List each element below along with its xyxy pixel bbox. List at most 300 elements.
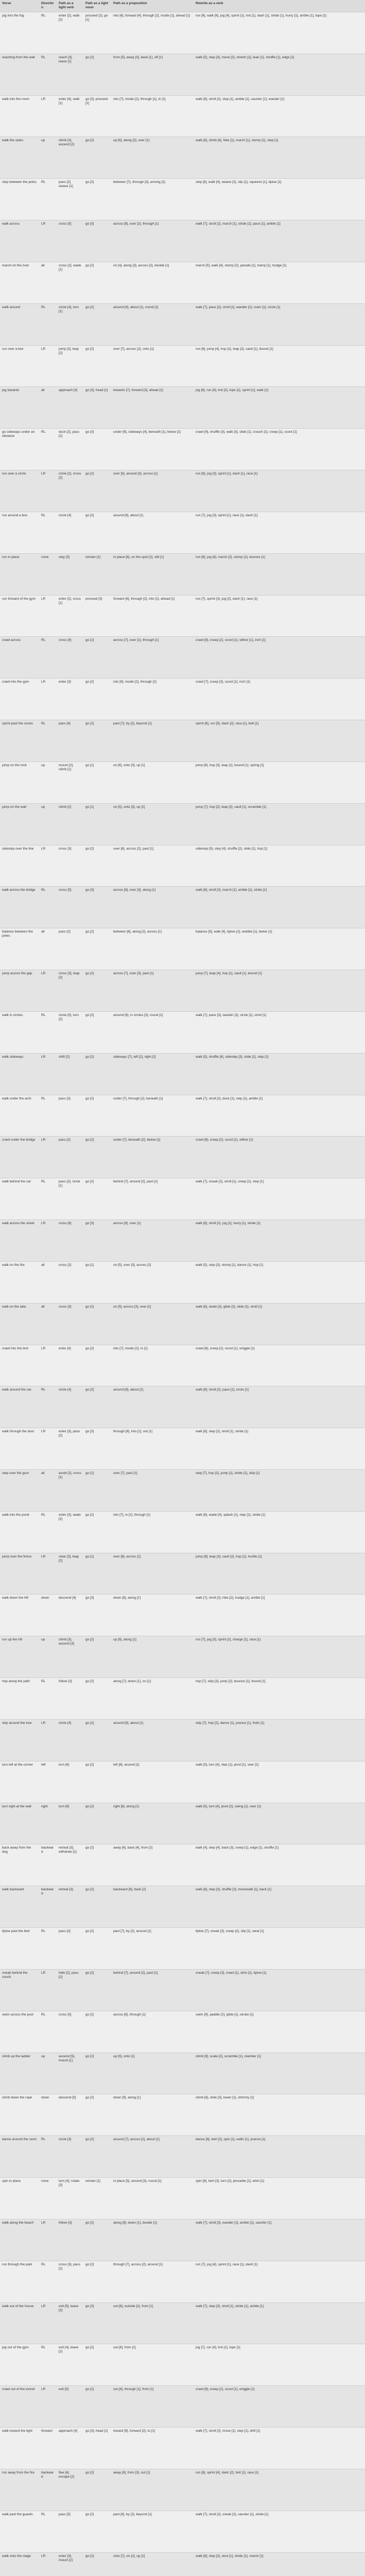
cell-preposition: toward [8], forward [2], to [1] xyxy=(113,2429,155,2433)
cell-light-verb: mount [2], climb [1] xyxy=(59,763,74,771)
cell-light-verb: climb [3], ascend [2] xyxy=(59,139,74,147)
cell-verse: swim across the pool xyxy=(2,2012,33,2016)
cell-verse: walk across the street xyxy=(2,1222,34,1226)
cell-verse: run forward of the gym xyxy=(2,597,36,601)
cell-verse: reaching from the wall xyxy=(2,55,35,59)
table-row xyxy=(0,679,365,720)
table-row xyxy=(0,1095,365,1137)
cell-direction: LR xyxy=(41,1138,46,1142)
cell-light-noun: go [3], proceed [1] xyxy=(85,97,108,105)
cell-light-verb: pass [2], weave [1] xyxy=(59,180,73,189)
cell-rewrite: walk [8], step [2], stroll [1], stride [1] xyxy=(196,1430,248,1434)
table-body xyxy=(0,12,365,2576)
cell-light-noun: go [2] xyxy=(85,680,94,684)
cell-verse: walk on the lake xyxy=(2,1304,26,1309)
cell-light-noun: go [2] xyxy=(85,1180,94,1184)
cell-light-verb: circle [4] xyxy=(59,1721,72,1725)
cell-preposition: on [4], along [3], across [2], beside [1] xyxy=(113,263,169,267)
table-row xyxy=(0,137,365,179)
table-row xyxy=(0,1262,365,1303)
cell-preposition: away [8], from [3], out [1] xyxy=(113,2470,150,2475)
cell-light-verb: pass [3] xyxy=(59,1096,71,1100)
cell-light-verb: duck [2], pass [2] xyxy=(59,430,80,438)
cell-light-noun: go [1] xyxy=(85,1554,94,1558)
cell-light-noun: go [2] xyxy=(85,1013,94,1017)
cell-light-noun: go [2] xyxy=(85,2470,94,2475)
cell-verse: climb up the ladder xyxy=(2,2054,30,2058)
cell-light-verb: turn [6] xyxy=(59,1804,69,1808)
table-row xyxy=(0,1928,365,1970)
cell-light-noun: go [2] xyxy=(85,513,94,517)
cell-preposition: up [8], along [1] xyxy=(113,1638,136,1642)
cell-light-verb: cross [5] xyxy=(59,888,72,892)
cell-rewrite: dance [8], twirl [2], spin [1], waltz [1], prance [1] xyxy=(196,2138,266,2142)
cell-direction: RL xyxy=(41,513,46,517)
cell-light-noun: go [3], head [1] xyxy=(85,2429,108,2433)
cell-direction: LR xyxy=(41,2387,46,2392)
cell-light-verb: circle [4], turn [1] xyxy=(59,305,79,313)
cell-rewrite: walk [8], stroll [2], pace [1], circle [1] xyxy=(196,1388,249,1392)
cell-light-verb: enter [3] xyxy=(59,680,71,684)
cell-light-noun: remain [1] xyxy=(85,2179,100,2183)
cell-light-verb: pass [2] xyxy=(59,1138,71,1142)
cell-light-verb: turn [4], rotate [3] xyxy=(59,2179,80,2188)
cell-light-verb: enter [4], walk [1] xyxy=(59,97,80,105)
cell-verse: walk across xyxy=(2,222,20,226)
cell-rewrite: step [7], hop [2], jump [1], stride [1], skip [1] xyxy=(196,1471,260,1475)
cell-direction: none xyxy=(41,555,49,559)
cell-rewrite: walk [7], sneak [2], stroll [1], creep [1], step [1] xyxy=(196,1180,264,1184)
cell-light-noun: go [2] xyxy=(85,2012,94,2016)
cell-light-noun: go [3] xyxy=(85,222,94,226)
cell-light-verb: descend [4] xyxy=(59,1596,76,1600)
cell-light-verb: climb [3], ascend [3] xyxy=(59,1638,74,1646)
cell-verse: jog into the fog xyxy=(2,14,24,18)
table-row xyxy=(0,2553,365,2576)
cell-verse: sprint past the cones xyxy=(2,722,33,726)
cell-rewrite: crawl [8], creep [2], scoot [1], slither [1], inch [1] xyxy=(196,638,266,642)
cell-preposition: under [7], through [2], beneath [1] xyxy=(113,1096,163,1100)
cell-preposition: onto [7], on [2], up [1] xyxy=(113,2554,145,2558)
cell-preposition: under [6], sideways [4], beneath [1], below [1] xyxy=(113,430,181,434)
cell-light-verb: approach [3] xyxy=(59,388,78,393)
cell-preposition: on [5], onto [3], up [2] xyxy=(113,805,145,809)
cell-rewrite: sneak [7], creep [3], crawl [1], slink [1], tiptoe [1] xyxy=(196,1971,267,1975)
cell-rewrite: walk [7], stroll [2], duck [1], step [1], amble [1] xyxy=(196,1096,263,1100)
cell-light-verb: follow [3] xyxy=(59,2221,72,2225)
table-row xyxy=(0,387,365,429)
table-row xyxy=(0,637,365,679)
cell-rewrite: walk [6], climb [4], hike [1], march [1], stomp [1], step [1] xyxy=(196,139,279,143)
table-row xyxy=(0,1720,365,1761)
cell-light-verb: hide [2], pass [2] xyxy=(59,1971,79,1979)
cell-verse: turn left at the corner xyxy=(2,1762,33,1767)
cell-preposition: along [8], down [1], beside [1] xyxy=(113,2221,157,2225)
cell-preposition: right [8], along [1] xyxy=(113,1804,140,1808)
cell-direction: LR xyxy=(41,1222,46,1226)
table-row xyxy=(0,96,365,138)
table-row xyxy=(0,1054,365,1095)
cell-rewrite: run [8], sprint [4], dash [2], bolt [1], race [1] xyxy=(196,2470,259,2475)
cell-direction: LR xyxy=(41,1055,46,1059)
cell-direction: LR xyxy=(41,1554,46,1558)
cell-verse: run over a circle xyxy=(2,472,26,476)
cell-light-noun: go [2] xyxy=(85,1804,94,1808)
table-row xyxy=(0,2136,365,2178)
cell-direction: RL xyxy=(41,2512,46,2516)
cell-preposition: left [8], around [1] xyxy=(113,1762,140,1767)
cell-rewrite: crawl [8], creep [2], scoot [1], wriggle [1] xyxy=(196,1346,255,1350)
cell-rewrite: tiptoe [7], sneak [3], creep [2], slip [1], steal [1] xyxy=(196,1929,264,1934)
cell-light-verb: cross [3], pass [2] xyxy=(59,2262,80,2270)
cell-rewrite: walk [6], wade [4], splash [1], step [1], stride [1] xyxy=(196,1513,266,1517)
table-row xyxy=(0,1012,365,1054)
cell-direction: RL xyxy=(41,305,46,309)
cell-rewrite: run [6], jog [3], sprint [1], dash [1], race [1] xyxy=(196,472,258,476)
cell-direction: RL xyxy=(41,2346,46,2350)
cell-verse: sidestep over the line xyxy=(2,846,34,851)
cell-light-verb: exit [4], leave [2] xyxy=(59,2346,79,2354)
cell-light-verb: enter [3], wade [2] xyxy=(59,1513,81,1521)
cell-light-noun: go [2] xyxy=(85,1888,94,1892)
cell-light-verb: circle [3] xyxy=(59,2138,72,2142)
cell-verse: sneak behind the couch xyxy=(2,1971,28,1979)
table-row xyxy=(0,1844,365,1886)
cell-rewrite: run [7], jog [3], sprint [2], charge [1], race [1] xyxy=(196,1638,261,1642)
cell-verse: crawl out of the tunnel xyxy=(2,2387,35,2392)
cell-light-noun: go [2] xyxy=(85,2554,94,2558)
cell-light-noun: go [2] xyxy=(85,1971,94,1975)
cell-rewrite: walk [7], stroll [2], move [1], step [1], drift [1] xyxy=(196,2429,260,2433)
cell-light-noun: proceed [2], go [1] xyxy=(85,14,108,22)
table-row xyxy=(0,346,365,387)
table-row xyxy=(0,1428,365,1470)
cell-light-verb: circle [4] xyxy=(59,513,72,517)
cell-preposition: into [7], in [2], through [1] xyxy=(113,1513,150,1517)
table-row xyxy=(0,221,365,262)
cell-rewrite: walk [6], step [3], shuffle [2], moonwalk [1], back [1] xyxy=(196,1888,271,1892)
cell-preposition: under [7], beneath [2], below [1] xyxy=(113,1138,161,1142)
cell-light-noun: go [2] xyxy=(85,722,94,726)
cell-preposition: on [5], over [3], across [2] xyxy=(113,1263,151,1267)
cell-light-noun: go [2] xyxy=(85,2054,94,2058)
cell-rewrite: walk [5], turn [4], step [1], pivot [1], veer [1] xyxy=(196,1762,259,1767)
cell-light-verb: enter [4] xyxy=(59,1346,71,1350)
cell-light-verb: exit [5] xyxy=(59,2387,69,2392)
cell-verse: jog out of the gym xyxy=(2,2346,29,2350)
cell-preposition: on [6], onto [3], up [1] xyxy=(113,763,145,767)
cell-verse: jump across the gap xyxy=(2,972,32,976)
cell-light-verb: enter [3], mount [2] xyxy=(59,2554,73,2562)
cell-verse: walk through the door xyxy=(2,1430,34,1434)
table-row xyxy=(0,2511,365,2553)
table-row xyxy=(0,1220,365,1262)
cell-light-noun: go [3] xyxy=(85,888,94,892)
table-row xyxy=(0,1636,365,1678)
table-row xyxy=(0,2219,365,2261)
cell-verse: climb down the rope xyxy=(2,2096,32,2100)
cell-direction: LR xyxy=(41,97,46,101)
cell-light-verb: enter [2], cross [1] xyxy=(59,597,81,605)
cell-light-verb: pass [2] xyxy=(59,930,71,934)
cell-direction: RL xyxy=(41,430,46,434)
cell-light-noun: go [3] xyxy=(85,1222,94,1226)
cell-light-noun: go [2] xyxy=(85,2262,94,2266)
cell-light-verb: cross [5] xyxy=(59,222,72,226)
cell-preposition: on [5], across [3], over [1] xyxy=(113,1304,151,1309)
cell-verse: tiptoe past the bed xyxy=(2,1929,30,1934)
cell-light-verb: circle [5], turn [2] xyxy=(59,1013,79,1021)
cell-verse: skip around the tree xyxy=(2,1721,32,1725)
cell-light-noun: go [2] xyxy=(85,1638,94,1642)
cell-direction: up xyxy=(41,763,45,767)
cell-direction: RL xyxy=(41,2012,46,2016)
cell-preposition: over [8], across [1] xyxy=(113,1554,141,1558)
table-row xyxy=(0,2386,365,2428)
cell-verse: walk on the fire xyxy=(2,1263,25,1267)
cell-rewrite: walk [7], pace [3], wander [2], circle [1], stroll [1] xyxy=(196,1013,266,1017)
table-row xyxy=(0,887,365,928)
cell-direction: all xyxy=(41,1304,45,1309)
table-row xyxy=(0,970,365,1012)
cell-verse: jump on the rock xyxy=(2,763,27,767)
table-row xyxy=(0,512,365,554)
cell-light-noun: go [2] xyxy=(85,2346,94,2350)
table-row xyxy=(0,179,365,221)
cell-light-noun: go [2] xyxy=(85,2096,94,2100)
cell-light-noun: go [2] xyxy=(85,1846,94,1850)
cell-light-verb: cross [3], leap [2] xyxy=(59,972,80,980)
cell-light-noun: go [2] xyxy=(85,2512,94,2516)
cell-direction: LR xyxy=(41,2304,46,2308)
cell-rewrite: walk [5], step [3], move [2], stretch [2], lean [1], shuffle [1], edge [1] xyxy=(196,55,294,59)
cell-rewrite: hop [7], skip [3], jump [2], bounce [1], bound [1] xyxy=(196,1680,266,1684)
cell-verse: walk in circles xyxy=(2,1013,23,1017)
cell-preposition: from [5], away [3], back [1], off [1] xyxy=(113,55,163,59)
table-header-row xyxy=(0,0,365,12)
cell-rewrite: walk [8], step [2], strut [1], stride [1], march [1] xyxy=(196,2554,264,2558)
cell-light-noun: go [2] xyxy=(85,1138,94,1142)
cell-light-verb: cross [3] xyxy=(59,846,72,851)
table-row xyxy=(0,596,365,637)
cell-verse: crawl across xyxy=(2,638,21,642)
cell-light-verb: ascend [5], mount [1] xyxy=(59,2054,75,2062)
cell-rewrite: walk [7], stroll [3], wander [1], amble [1], saunter [1] xyxy=(196,2221,272,2225)
cell-light-noun: go [1] xyxy=(85,1263,94,1267)
cell-rewrite: swim [9], paddle [2], glide [1], stroke [1] xyxy=(196,2012,254,2016)
cell-verse: walk the stairs xyxy=(2,139,24,143)
cell-direction: up xyxy=(41,805,45,809)
cell-light-verb: cross [6] xyxy=(59,1222,72,1226)
cell-light-verb: turn [6] xyxy=(59,1762,69,1767)
table-row xyxy=(0,2303,365,2345)
cell-preposition: across [8], over [2], through [1] xyxy=(113,222,159,226)
cell-preposition: out [8], from [1] xyxy=(113,2346,136,2350)
cell-light-verb: stay [3] xyxy=(59,555,69,559)
cell-preposition: behind [7], around [2], past [1] xyxy=(113,1971,158,1975)
cell-rewrite: climb [9], scale [2], scramble [1], clamber [1] xyxy=(196,2054,261,2058)
cell-rewrite: jump [8], leap [3], vault [2], hop [1], hurdle [1] xyxy=(196,1554,262,1558)
cell-light-noun: go [2] xyxy=(85,1304,94,1309)
cell-light-verb: flee [4], escape [2] xyxy=(59,2470,74,2479)
cell-light-verb: follow [3] xyxy=(59,1680,72,1684)
cell-verse: go sideways under an obstacle xyxy=(2,430,35,438)
cell-verse: walk into the room xyxy=(2,97,29,101)
cell-light-noun: go [2] xyxy=(85,1096,94,1100)
cell-rewrite: crawl [8], creep [2], scoot [1], slither [1] xyxy=(196,1138,253,1142)
cell-verse: hop along the path xyxy=(2,1680,30,1684)
cell-rewrite: walk [8], stroll [2], step [1], amble [1], saunter [1], wander [1] xyxy=(196,97,284,101)
cell-direction: LR xyxy=(41,222,46,226)
cell-verse: step between the poles xyxy=(2,180,37,184)
cell-light-verb: avoid [2], cross [1] xyxy=(59,1471,81,1479)
cell-preposition: across [8], over [3], along [1] xyxy=(113,888,156,892)
cell-rewrite: jog [6], run [4], trot [2], lope [1], sprint [1], walk [1] xyxy=(196,388,268,393)
cell-direction: LR xyxy=(41,680,46,684)
cell-light-verb: pass [4] xyxy=(59,722,71,726)
cell-preposition: between [6], along [2], across [1] xyxy=(113,930,162,934)
cell-direction: down xyxy=(41,2096,49,2100)
cell-light-verb: circle [4] xyxy=(59,1388,72,1392)
cell-direction: RL xyxy=(41,1180,46,1184)
cell-light-noun: go [2] xyxy=(85,1929,94,1934)
cell-verse: run in place xyxy=(2,555,20,559)
table-row xyxy=(0,1345,365,1387)
cell-light-verb: enter [3], pass [2] xyxy=(59,1430,80,1438)
cell-preposition: through [7], across [2], around [1] xyxy=(113,2262,163,2266)
column-header-verse: Verse xyxy=(2,2,11,5)
cell-preposition: up [9], onto [1] xyxy=(113,2054,135,2058)
cell-preposition: around [7], across [2], about [1] xyxy=(113,2138,160,2142)
cell-light-noun: go [2] xyxy=(85,972,94,976)
cell-rewrite: jog [7], run [4], trot [1], lope [1] xyxy=(196,2346,240,2350)
cell-preposition: into [7], inside [2], in [1] xyxy=(113,1346,148,1350)
table-row xyxy=(0,928,365,970)
column-header-light-noun: Path as a light noun xyxy=(85,2,109,9)
table-row xyxy=(0,2011,365,2053)
cell-light-noun: go [3] xyxy=(85,2304,94,2308)
table-row xyxy=(0,804,365,845)
cell-light-noun: proceed [3] xyxy=(85,597,102,601)
cell-preposition: past [7], by [2], beyond [1] xyxy=(113,722,152,726)
cell-rewrite: walk [5], turn [4], pivot [2], swing [1], veer [1] xyxy=(196,1804,261,1808)
cell-direction: right xyxy=(41,1804,48,1808)
cell-verse: run through the park xyxy=(2,2262,32,2266)
table-row xyxy=(0,762,365,804)
cell-light-noun: go [2] xyxy=(85,347,94,351)
cell-rewrite: walk [7], stroll [2], sneak [2], saunter [1], stride [1] xyxy=(196,2512,269,2516)
cell-preposition: into [7], inside [2], through [1], in [1] xyxy=(113,97,166,101)
cell-direction: LR xyxy=(41,1721,46,1725)
cell-direction: RL xyxy=(41,14,46,18)
cell-verse: run over a box xyxy=(2,347,24,351)
cell-preposition: in place [5], around [3], round [1] xyxy=(113,2179,162,2183)
cell-light-verb: cross [2], wade [1] xyxy=(59,263,81,272)
cell-light-verb: jump [3], leap [2] xyxy=(59,347,79,355)
table-row xyxy=(0,2428,365,2469)
cell-light-noun: go [2] xyxy=(85,1762,94,1767)
table-row xyxy=(0,304,365,346)
cell-light-noun: go [2] xyxy=(85,263,94,267)
cell-verse: march on the river xyxy=(2,263,29,267)
table-row xyxy=(0,1761,365,1803)
cell-direction: RL xyxy=(41,2138,46,2142)
cell-direction: RL xyxy=(41,888,46,892)
cell-light-noun: go [3] xyxy=(85,430,94,434)
cell-light-noun: go [2] xyxy=(85,638,94,642)
table-row xyxy=(0,2178,365,2219)
cell-preposition: in place [6], on the spot [2], still [1] xyxy=(113,555,164,559)
cell-preposition: down [8], along [1] xyxy=(113,1596,141,1600)
cell-preposition: into [6], inside [2], through [1] xyxy=(113,680,157,684)
cell-direction: backward xyxy=(41,1888,54,1896)
table-row xyxy=(0,1303,365,1345)
cell-verse: run up the hill xyxy=(2,1638,23,1642)
cell-direction: up xyxy=(41,2054,45,2058)
cell-light-noun: go [1] xyxy=(85,1471,94,1475)
cell-light-verb: pass [2], circle [1] xyxy=(59,1180,80,1188)
cell-preposition: sideways [7], left [2], right [2] xyxy=(113,1055,156,1059)
cell-light-verb: pass [3] xyxy=(59,1929,71,1934)
cell-preposition: over [6], across [2], past [1] xyxy=(113,846,154,851)
cell-rewrite: sidestep [5], step [4], shuffle [2], slide [1], hop [1] xyxy=(196,846,268,851)
cell-preposition: around [8], about [1], round [1] xyxy=(113,305,159,309)
cell-preposition: out [8], outside [2], from [1] xyxy=(113,2304,153,2308)
cell-direction: all xyxy=(41,388,45,393)
cell-rewrite: run [6], jump [4], hop [2], leap [2], vault [1], bound [1] xyxy=(196,347,273,351)
cell-verse: spin in place xyxy=(2,2179,21,2183)
cell-rewrite: walk [7], stroll [2], hike [2], trudge [1], amble [1] xyxy=(196,1596,265,1600)
cell-direction: LR xyxy=(41,972,46,976)
cell-rewrite: skip [7], hop [2], dance [1], prance [1], frolic [1] xyxy=(196,1721,265,1725)
cell-verse: dance around the room xyxy=(2,2138,37,2142)
table-row xyxy=(0,1678,365,1720)
cell-light-verb: cross [3] xyxy=(59,1304,72,1309)
cell-direction: backward xyxy=(41,2470,54,2479)
cell-preposition: up [6], along [2], over [1] xyxy=(113,139,150,143)
cell-light-verb: clear [3], leap [2] xyxy=(59,1554,79,1563)
cell-light-noun: go [2] xyxy=(85,846,94,851)
cell-rewrite: run [6], jog [4], march [2], stomp [1], bounce [1] xyxy=(196,555,265,559)
cell-light-noun: go [2] xyxy=(85,1346,94,1350)
cell-direction: RL xyxy=(41,638,46,642)
cell-preposition: across [7], over [1], through [1] xyxy=(113,638,159,642)
cell-light-verb: exit [5], leave [3] xyxy=(59,2304,79,2312)
cell-light-verb: pass [5] xyxy=(59,2512,71,2516)
cell-rewrite: walk [8], stroll [2], march [1], amble [1], stride [1] xyxy=(196,888,267,892)
cell-preposition: down [9], along [1] xyxy=(113,2096,141,2100)
cell-direction: backward xyxy=(41,1846,54,1854)
cell-light-verb: retreat [3], withdraw [1] xyxy=(59,1846,77,1854)
cell-verse: crawl into the gym xyxy=(2,680,29,684)
cell-direction: LR xyxy=(41,347,46,351)
cell-light-verb: cross [4] xyxy=(59,638,72,642)
cell-light-noun: go [2] xyxy=(85,55,94,59)
cell-preposition: out [8], through [1], from [1] xyxy=(113,2387,154,2392)
cell-rewrite: walk [8], stroll [2], jog [1], hurry [1], stride [1] xyxy=(196,1222,260,1226)
cell-light-noun: go [2] xyxy=(85,1680,94,1684)
cell-verse: walk around the car xyxy=(2,1388,31,1392)
cell-rewrite: crawl [8], creep [2], scoot [1], wriggle [1] xyxy=(196,2387,255,2392)
cell-rewrite: walk [5], step [3], stomp [1], dance [1], hop [1] xyxy=(196,1263,264,1267)
cell-direction: LR xyxy=(41,2221,46,2225)
table-row xyxy=(0,2094,365,2136)
cell-direction: LR xyxy=(41,1346,46,1350)
cell-light-noun: go [1] xyxy=(85,763,94,767)
cell-verse: walk along the beach xyxy=(2,2221,34,2225)
cell-verse: walk across the bridge xyxy=(2,888,36,892)
cell-preposition: into [6], forward [4], through [2], inside [1], ahead [1] xyxy=(113,14,190,18)
